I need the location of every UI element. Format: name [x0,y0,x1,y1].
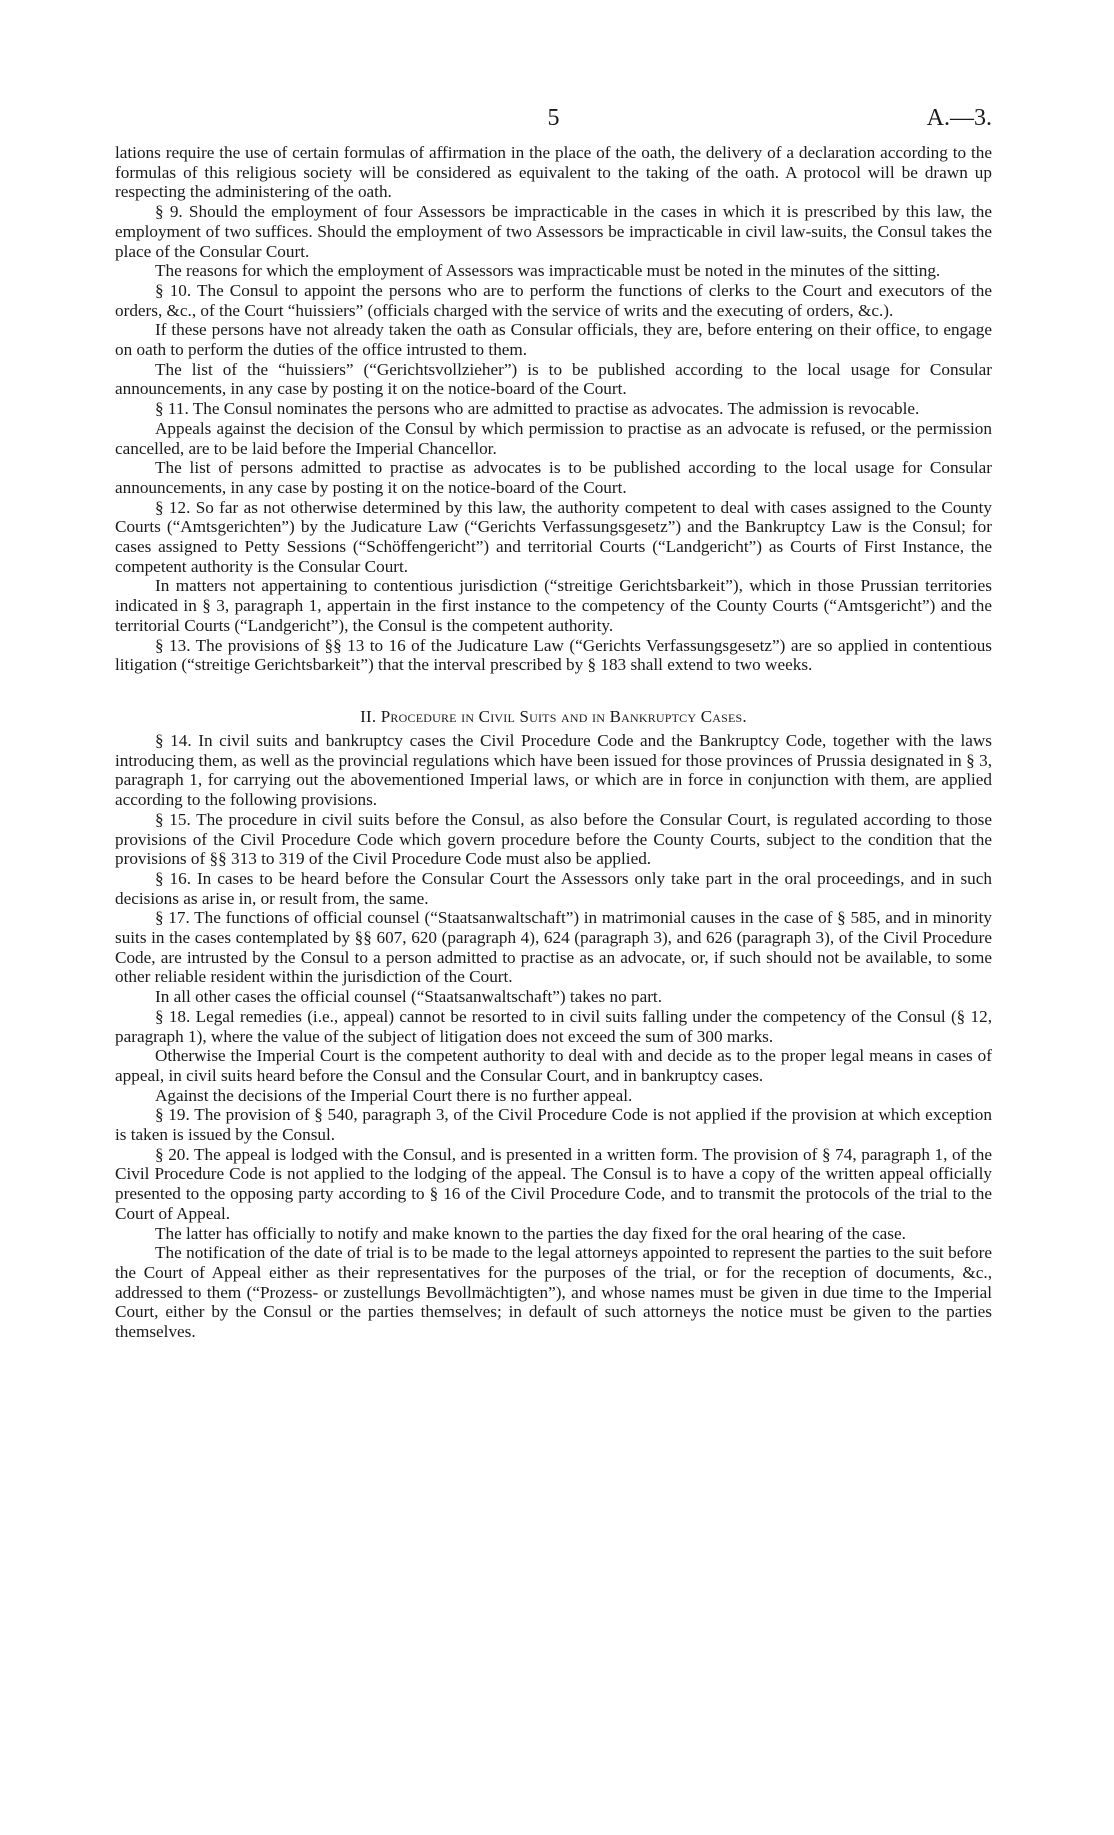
paragraph: The latter has officially to notify and make known to the parties the day fixed for the oral hearing of the case. [155,1223,906,1243]
paragraph: In all other cases the official counsel (“Staatsanwaltschaft”) takes no part. [155,987,662,1007]
paragraph: § 15. The procedure in civil suits before the Consul, as also before the Consular Court, is regulated according to those provisions of the Civil Procedure Code which govern procedure before the County Courts, subject to the condition that the provisions of §§ 313 to 319 of the Civil Procedure Code must also be applied. [115,809,992,869]
paragraph: In matters not appertaining to contentious jurisdiction (“streitige Gerichtsbarkeit”), which in those Prussian territories indicated in § 3, paragraph 1, appertain in the first instance to the competency of the County Courts (“Amtsgericht”) and the territorial Courts (“Landgericht”), the Consul is the competent authority. [115,576,992,635]
page-reference: A.—3. [926,105,992,131]
paragraph: Against the decisions of the Imperial Court there is no further appeal. [155,1085,633,1105]
paragraph: § 19. The provision of § 540, paragraph 3, of the Civil Procedure Code is not applied if the provision at which exception is taken is issued by the Consul. [115,1105,992,1145]
paragraph: The notification of the date of trial is to be made to the legal attorneys appointed to represent the parties to the suit before the Court of Appeal either as their representatives for the purposes of the trial, or for the reception of documents, &c., addressed to them (“Prozess- or zustellungs Bevollmächtigten”), and whose names must be given in due time to the Imperial Court, either by the Consul or the parties themselves; in default of such attorneys the notice must be given to the parties themselves. [115,1243,992,1342]
page-number: 5 [547,105,560,131]
paragraph: § 11. The Consul nominates the persons who are admitted to practise as advocates. The admission is revocable. [155,399,920,419]
paragraph: Appeals against the decision of the Consul by which permission to practise as an advocate is refused, or the permission cancelled, are to be laid before the Imperial Chancellor. [115,418,992,458]
paragraph: The reasons for which the employment of Assessors was impracticable must be noted in the minutes of the sitting. [155,261,941,281]
paragraph: The list of the “huissiers” (“Gerichtsvollzieher”) is to be published according to the local usage for Consular announcements, in any case by posting it on the notice-board of the Court. [115,359,992,399]
paragraph: If these persons have not already taken the oath as Consular officials, they are, before entering on their office, to engage on oath to perform the duties of the office intrusted to them. [115,320,992,360]
document-page [115,105,992,1342]
section-two-body [115,731,992,1342]
page-header [115,105,992,143]
paragraph: § 9. Should the employment of four Assessors be impracticable in the cases in which it is prescribed by this law, the employment of two suffices. Should the employment of two Assessors be impracticable in civil law-suits, the Consul takes the place of the Consular Court. [115,202,992,261]
paragraph: § 10. The Consul to appoint the persons who are to perform the functions of clerks to the Court and executors of the orders, &c., of the Court “huissiers” (officials charged with the service of writs and the executing of orders, &c.). [115,280,992,320]
paragraph: lations require the use of certain formulas of affirmation in the place of the oath, the delivery of a declaration according to the formulas of this religious society will be considered as equivalent to the taking of the oath. A protocol will be drawn up respecting the administering of the oath. [115,143,992,202]
section-one-body [115,143,992,675]
paragraph: The list of persons admitted to practise as advocates is to be published according to the local usage for Consular announcements, in any case by posting it on the notice-board of the Court. [115,458,992,497]
paragraph: § 12. So far as not otherwise determined by this law, the authority competent to deal with cases assigned to the County Courts (“Amtsgerichten”) by the Judicature Law (“Gerichts Verfassungsgesetz”) and the Bankruptcy Law is the Consul; for cases assigned to Petty Sessions (“Schöffengericht”) and territorial Courts (“Landgericht”) as Courts of First Instance, the competent authority is the Consular Court. [115,497,992,576]
section-heading: II. Procedure in Civil Suits and in Bankruptcy Cases. [360,706,747,726]
paragraph: § 13. The provisions of §§ 13 to 16 of the Judicature Law (“Gerichts Verfassungsgesetz”) are so applied in contentious litigation (“streitige Gerichtsbarkeit”) that the interval prescribed by § 183 shall extend to two weeks. [115,635,992,675]
paragraph: Otherwise the Imperial Court is the competent authority to deal with and decide as to the proper legal means in cases of appeal, in civil suits heard before the Consul and the Consular Court, and in bankruptcy cases. [115,1046,992,1085]
paragraph: § 14. In civil suits and bankruptcy cases the Civil Procedure Code and the Bankruptcy Code, together with the laws introducing them, as well as the provincial regulations which have been issued for those provinces of Prussia designated in § 3, paragraph 1, for carrying out the abovementioned Imperial laws, or which are in force in conjunction with them, are applied according to the following provisions. [115,730,992,810]
paragraph: § 16. In cases to be heard before the Consular Court the Assessors only take part in the oral proceedings, and in such decisions as arise in, or result from, the same. [115,868,992,908]
paragraph: § 17. The functions of official counsel (“Staatsanwaltschaft”) in matrimonial causes in the case of § 585, and in minority suits in the cases contemplated by §§ 607, 620 (paragraph 4), 624 (paragraph 3), and 626 (paragraph 3), of the Civil Procedure Code, are intrusted by the Consul to a person admitted to practise as an advocate, or, if such should not be available, to some other reliable resident within the jurisdiction of the Court. [115,908,992,987]
paragraph: § 18. Legal remedies (i.e., appeal) cannot be resorted to in civil suits falling under the competency of the Consul (§ 12, paragraph 1), where the value of the subject of litigation does not exceed the sum of 300 marks. [115,1006,992,1046]
paragraph: § 20. The appeal is lodged with the Consul, and is presented in a written form. The provision of § 74, paragraph 1, of the Civil Procedure Code is not applied to the lodging of the appeal. The Consul is to have a copy of the written appeal officially presented to the opposing party according to § 16 of the Civil Procedure Code, and to transmit the protocols of the trial to the Court of Appeal. [115,1144,992,1223]
